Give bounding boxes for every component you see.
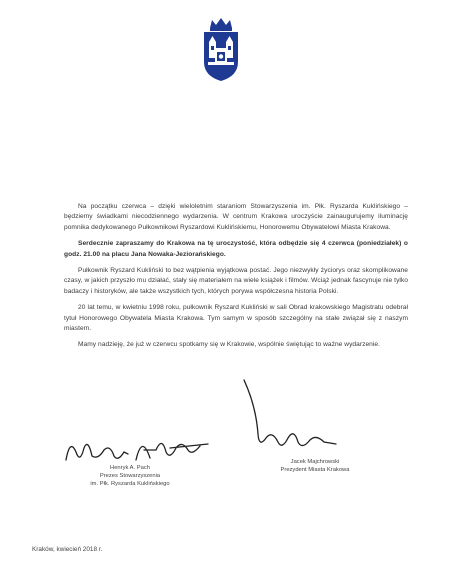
place-and-date: Kraków, kwiecień 2018 r. — [32, 546, 103, 553]
signatory-title: im. Płk. Ryszarda Kuklińskiego — [90, 481, 170, 488]
signatory-name: Jacek Majchrowski — [290, 459, 340, 465]
signatory-title: Prezes Stowarzyszenia — [99, 473, 161, 480]
signature-block-left — [60, 464, 200, 489]
paragraph: Pułkownik Ryszard Kukliński to bez wątpienia wyjątkowa postać. Jego niezwykły życiorys oraz skomplikowane czasy, w jakich przyszło mu działać, stały się materiałem na wiele książek i filmów. Wciąż jednak fascynuje nie tylko badaczy i historyków, ale także wszystkich tych, których porywa współczesna historia Polski. — [64, 267, 408, 295]
signatory-name: Henryk A. Pach — [110, 465, 150, 471]
signatory-title: Prezydent Miasta Krakowa — [280, 467, 350, 474]
signature-drawing-right — [232, 376, 362, 466]
paragraph: Na początku czerwca – dzięki wieloletnim staraniom Stowarzyszenia im. Płk. Ryszarda Kuklińskiego – będziemy świadkami niecodziennego wydarzenia. W centrum Krakowa uroczyście zainaugurujemy iluminację pomnika dedykowanego Pułkownikowi Ryszardowi Kuklińskiemu, Honorowemu Obywatelowi Miasta Krakowa. — [64, 203, 408, 231]
paragraph: Mamy nadzieję, że już w czerwcu spotkamy się w Krakowie, wspólnie świętując to ważne wydarzenie. — [78, 341, 381, 349]
krakow-coat-of-arms-icon — [198, 18, 244, 82]
paragraph: 20 lat temu, w kwietniu 1998 roku, pułkownik Ryszard Kukliński w sali Obrad krakowskiego Magistratu odebrał tytuł Honorowego Obywatela Miasta Krakowa. Tym samym w sposób szczególny na stałe związał się z naszym miastem. — [64, 304, 408, 333]
letter-body — [64, 202, 408, 357]
signature-block-right — [250, 458, 380, 474]
invitation-paragraph: Serdecznie zapraszamy do Krakowa na tę uroczystość, która odbędzie się 4 czerwca (poniedziałek) o godz. 21.00 na placu Jana Nowaka-Jeziorańskiego. — [64, 240, 408, 258]
